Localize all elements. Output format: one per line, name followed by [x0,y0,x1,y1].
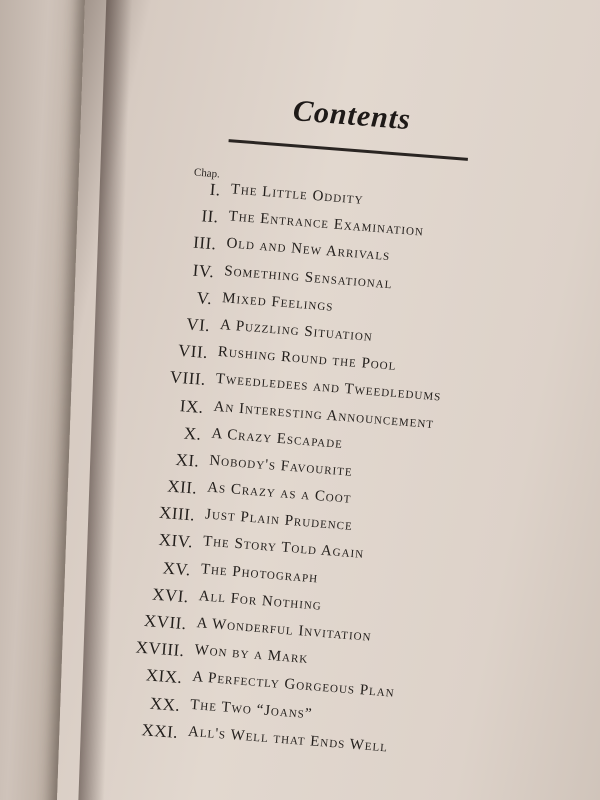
chapter-number: XVI. [151,584,190,607]
chapter-title: Just Plain Prudence [204,506,354,535]
chapter-title: Rushing Round the Pool [217,344,397,375]
chapter-number: XIII. [158,503,196,525]
chapter-title: A Perfectly Gorgeous Plan [191,669,396,702]
chapter-title: All For Nothing [198,588,323,614]
chapter-number: XI. [174,449,201,471]
chapter-title: Tweedledees and Tweedledums [215,371,442,405]
title-underline [228,139,467,161]
page-title: Contents [291,94,413,137]
chapter-title: Won by a Mark [193,642,309,668]
chapter-number: XX. [149,693,181,715]
chapter-number: IV. [192,260,216,281]
chapter-number: VI. [185,314,211,336]
chapter-number: IX. [179,395,205,417]
chapter-number: XIX. [145,665,184,688]
table-of-contents [63,172,566,777]
chapter-number: V. [196,287,213,309]
chapter-title: An Interesting Announcement [213,398,435,432]
chapter-number: XVII. [143,610,188,634]
chapter-number: XV. [162,557,192,580]
chapter-number: II. [200,206,220,227]
chapter-number: XII. [166,476,198,498]
chapter-title: Something Sensational [223,262,394,292]
contents-page [62,80,574,794]
chapter-title: A Wonderful Invitation [196,615,373,645]
chapter-title: Mixed Feelings [221,289,335,315]
chapter-title: The Two “Joans” [189,696,314,722]
chapter-title: All's Well that Ends Well [187,723,389,756]
chapter-title: A Crazy Escapade [210,425,344,452]
chapter-title: The Entrance Examination [228,208,425,240]
chapter-number: III. [192,233,218,254]
chapter-number: XIV. [158,530,194,552]
chapter-number: XVIII. [135,637,186,661]
chapter-number: I. [209,179,222,200]
chapter-column-label: Chap. [193,166,221,181]
chapter-title: A Puzzling Situation [219,316,374,345]
chapter-title: Old and New Arrivals [225,235,391,265]
chapter-title: The Story Told Again [202,533,365,563]
chapter-title: As Crazy as a Coot [206,479,353,507]
chapter-title: The Photograph [200,560,319,587]
chapter-number: XXI. [140,719,179,742]
chapter-number: VII. [177,340,209,363]
chapter-number: VIII. [169,367,207,390]
chapter-number: X. [183,423,203,444]
chapter-title: Nobody's Favourite [208,452,354,480]
chapter-title: The Little Oddity [230,181,365,208]
